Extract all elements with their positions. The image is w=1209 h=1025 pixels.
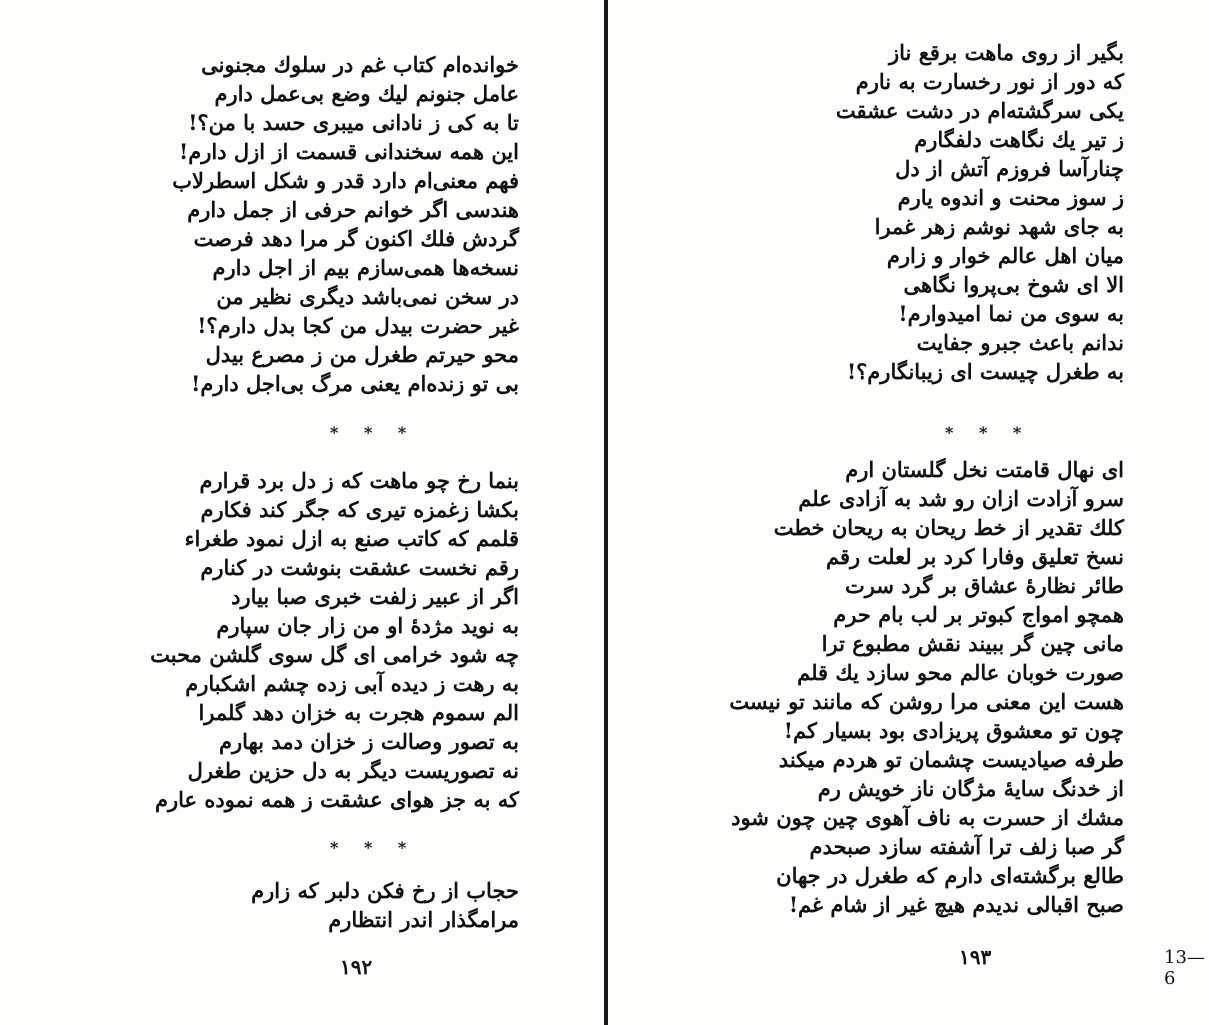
book-spine	[604, 0, 608, 1025]
verse-line: محو حیرتم طغرل من ز مصرع بیدل	[205, 342, 519, 367]
verse-line: بکشا زغمزه تیری که جگر کند فکارم	[200, 497, 519, 522]
verse-line: ندانم باعث جبرو جفایت	[916, 330, 1124, 355]
right-poem-2	[729, 455, 1124, 919]
verse-line: گر صبا زلف ترا آشفته سازد صبحدم	[809, 834, 1124, 859]
page-number: ۱۹۳	[959, 945, 992, 969]
verse-line: تا به کی ز نادانی میبری حسد با من؟!	[188, 110, 519, 135]
verse-line: از خدنگ سایهٔ مژگان ناز خویش رم	[817, 776, 1124, 801]
verse-line: هست این معنی مرا روشن که مانند تو نیست	[729, 689, 1124, 714]
verse-line: به سوی من نما امیدوارم!	[898, 301, 1124, 326]
verse-line: بگیر از روی ماهت برقع ناز	[889, 40, 1124, 65]
section-separator: * * *	[330, 838, 417, 857]
section-separator: * * *	[945, 423, 1032, 442]
printer-signature-mark: 13—6	[1164, 947, 1205, 989]
section-separator: * * *	[330, 423, 417, 442]
verse-line: مانی چین گر ببیند نقش مطبوع ترا	[821, 631, 1124, 656]
verse-line: به طغرل چیست ای زیبانگارم؟!	[846, 359, 1124, 384]
verse-line: چه شود خرامی ای گل سوی گلشن محبت	[150, 642, 519, 667]
verse-line: همچو امواج کبوتر بر لب بام حرم	[833, 602, 1124, 627]
verse-line: مرامگذار اندر انتظارم	[328, 907, 519, 932]
verse-line: مشك از حسرت به ناف آهوی چین چون شود	[731, 805, 1124, 830]
verse-line: به تصور وصالت ز خزان دمد بهارم	[218, 729, 519, 754]
verse-line: خوانده‌ام کتاب غم در سلوك مجنونی	[201, 52, 519, 77]
verse-line: اگر از عبیر زلفت خبری صبا بیارد	[231, 584, 519, 609]
verse-line: ای نهال قامتت نخل گلستان ارم	[845, 457, 1124, 482]
verse-line: این همه سخندانی قسمت از ازل دارم!	[179, 139, 519, 164]
verse-line: طالع برگشته‌ای دارم که طغرل در جهان	[776, 863, 1124, 888]
verse-line: نه تصوریست دیگر به دل حزین طغرل	[187, 758, 519, 783]
verse-line: چون تو معشوق پریزادی بود بسیار کم!	[783, 718, 1124, 743]
right-page	[609, 0, 1209, 1025]
verse-line: یکی سرگشته‌ام در دشت عشقت	[835, 98, 1124, 123]
left-poem-2	[150, 466, 519, 814]
verse-line: در سخن نمی‌باشد دیگری نظیر من	[216, 284, 519, 309]
verse-line: رقم نخست عشقت بنوشت در کنارم	[200, 555, 519, 580]
verse-line: چنارآسا فروزم آتش از دل	[895, 156, 1124, 181]
verse-line: عامل جنونم لیك وضع بی‌عمل دارم	[214, 81, 519, 106]
verse-line: هندسی اگر خوانم حرفی از جمل دارم	[187, 197, 519, 222]
left-poem-1	[172, 50, 519, 398]
verse-line: طائر نظارهٔ عشاق بر گرد سرت	[845, 573, 1124, 598]
verse-line: ز سوز محنت و اندوه یارم	[897, 185, 1124, 210]
verse-line: که دور از نور رخسارت به نارم	[855, 69, 1124, 94]
verse-line: نسخ تعلیق وفارا کرد بر لعلت رقم	[826, 544, 1124, 569]
verse-line: کلك تقدیر از خط ریحان به ریحان خطت	[773, 515, 1124, 540]
verse-line: قلمم که کاتب صنع به ازل نمود طغراء	[184, 526, 519, 551]
verse-line: سرو آزادت ازان رو شد به آزادی علم	[798, 486, 1124, 511]
verse-line: حجاب از رخ فکن دلبر که زارم	[251, 878, 519, 903]
right-poem-1	[836, 38, 1124, 386]
verse-line: غیر حضرت بیدل من کجا بدل دارم؟!	[197, 313, 519, 338]
verse-line: به رهت ز دیده آبی زده چشم اشکبارم	[185, 671, 519, 696]
verse-line: بنما رخ چو ماهت که ز دل برد قرارم	[199, 468, 519, 493]
verse-line: فهم معنی‌ام دارد قدر و شکل اسطرلاب	[172, 168, 519, 193]
verse-line: گردش فلك اکنون گر مرا دهد فرصت	[193, 226, 519, 251]
verse-line: صورت خوبان عالم محو سازد یك قلم	[797, 660, 1124, 685]
verse-line: الا ای شوخ بی‌پروا نگاهی	[903, 272, 1124, 297]
verse-line: میان اهل عالم خوار و زارم	[886, 243, 1124, 268]
verse-line: ز تیر یك نگاهت دلفگارم	[914, 127, 1124, 152]
verse-line: صبح اقبالی ندیدم هیچ غیر از شام غم!	[788, 892, 1124, 917]
verse-line: به جای شهد نوشم زهر غمرا	[874, 214, 1124, 239]
verse-line: بی تو زنده‌ام یعنی مرگ بی‌اجل دارم!	[191, 371, 519, 396]
verse-line: که به جز هوای عشقت ز همه نموده عارم	[155, 787, 519, 812]
left-poem-3	[251, 876, 519, 934]
verse-line: طرفه صیادیست چشمان تو هردم میکند	[778, 747, 1124, 772]
verse-line: الم سموم هجرت به خزان دهد گلمرا	[198, 700, 519, 725]
verse-line: به نوید مژدهٔ او من زار جان سپارم	[216, 613, 519, 638]
verse-line: نسخه‌ها همی‌سازم بیم از اجل دارم	[212, 255, 519, 280]
page-number: ۱۹۲	[340, 955, 373, 979]
